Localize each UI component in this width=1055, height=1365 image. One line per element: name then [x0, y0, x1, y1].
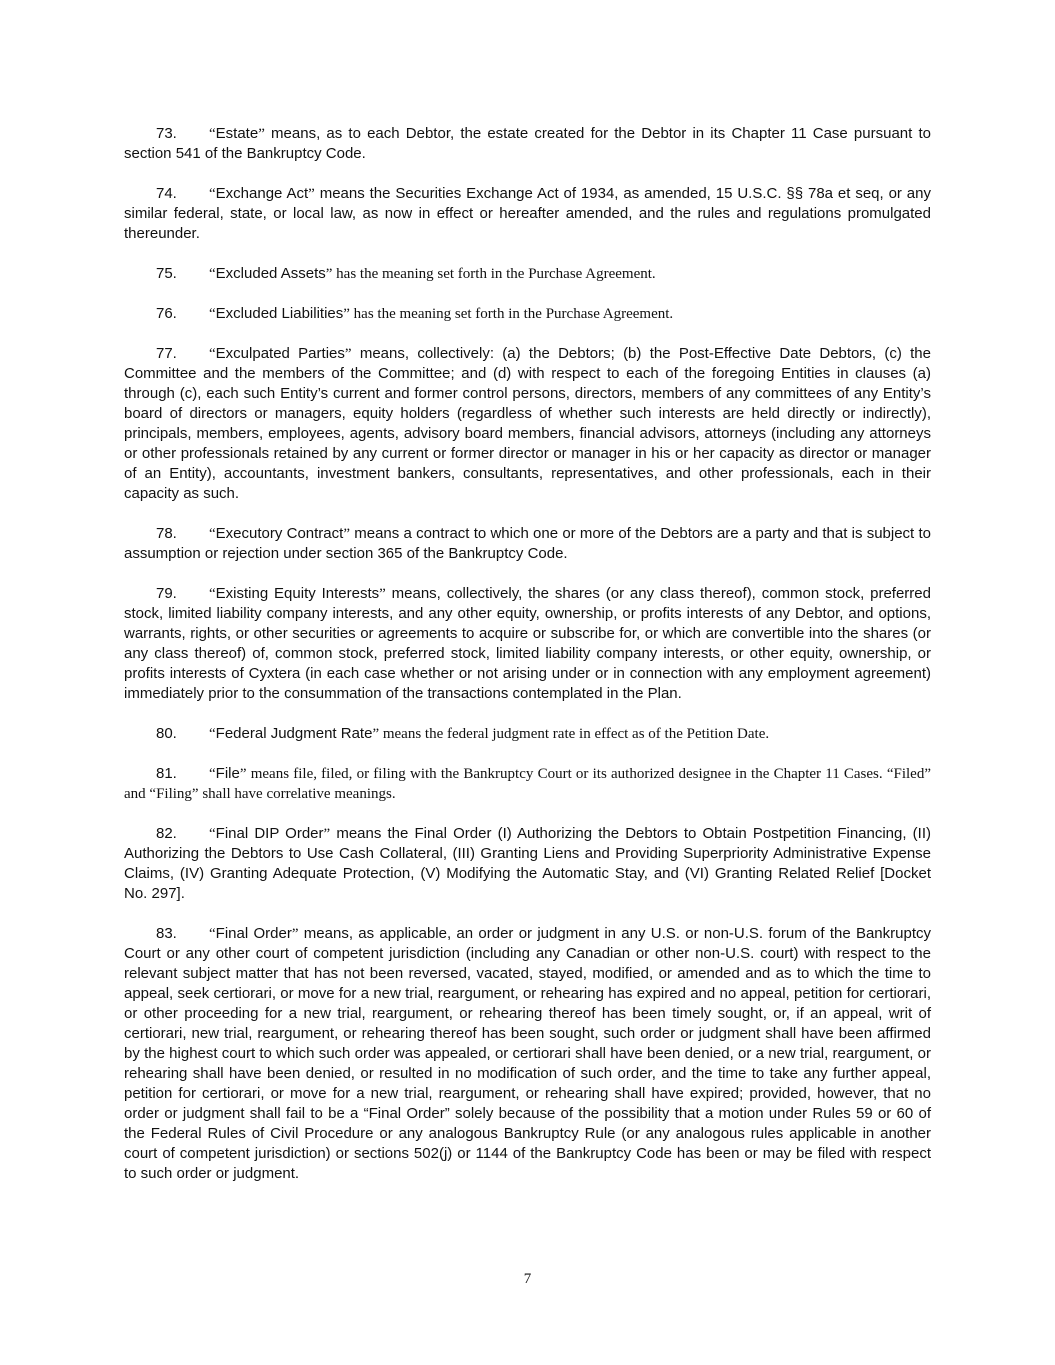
- defined-term: Excluded Assets: [215, 265, 326, 282]
- definition-81: 81. “File” means file, filed, or filing with the Bankruptcy Court or its authorized designee in the Chapter 11 Cases. “Filed” and “Filing” shall have correlative meanings.: [124, 765, 931, 802]
- definition-text: means the Final Order (I) Authorizing the Debtors to Obtain Postpetition Financing, (II) Authorizing the Debtors to Use Cash Collateral, (III) Granting Liens and Providing Superpriority Administrative Expense Claims, (IV) Granting Adequate Protection, (V) Modifying the Automatic Stay, and (VI) Granting Related Relief [Docket No. 297].: [124, 825, 931, 902]
- definition-text: means file, filed, or filing with the Bankruptcy Court or its authorized designee in the Chapter 11 Cases. “Filed” and “Filing” shall have correlative meanings.: [124, 766, 931, 802]
- definition-number: 80.: [156, 725, 177, 742]
- definition-text: has the meaning set forth in the Purchase Agreement.: [349, 306, 674, 322]
- definition-number: 75.: [156, 265, 177, 282]
- definition-number: 76.: [156, 305, 177, 322]
- definition-77: 77. “Exculpated Parties” means, collectively: (a) the Debtors; (b) the Post-Effective Date Debtors, (c) the Committee and the members of the Committee; and (d) with respect to each of the foregoing Entities in clauses (a) through (c), each such Entity’s current and former control persons, directors, members of any committees of any Entity’s board of directors or managers, equity holders (regardless of whether such interests are held directly or indirectly), principals, members, employees, agents, advisory board members, financial advisors, attorneys (including any attorneys or other professionals retained by any current or former director or manager in his or her capacity as director or manager of an Entity), accountants, investment bankers, consultants, representatives, and other professionals, each in their capacity as such.: [124, 345, 931, 502]
- definition-text: has the meaning set forth in the Purchase Agreement.: [332, 266, 656, 282]
- definition-80: 80. “Federal Judgment Rate” means the federal judgment rate in effect as of the Petition Date.: [156, 725, 770, 742]
- definition-78: 78. “Executory Contract” means a contract to which one or more of the Debtors are a party and that is subject to assumption or rejection under section 365 of the Bankruptcy Code.: [124, 525, 931, 562]
- defined-term: Exculpated Parties: [215, 345, 345, 362]
- defined-term: Final Order: [215, 925, 292, 942]
- definition-number: 77.: [156, 345, 177, 362]
- definition-text: means, as to each Debtor, the estate created for the Debtor in its Chapter 11 Case pursuant to section 541 of the Bankruptcy Code.: [124, 125, 931, 162]
- definition-number: 78.: [156, 525, 177, 542]
- definition-number: 74.: [156, 185, 177, 202]
- definition-number: 79.: [156, 585, 177, 602]
- page-number: 7: [523, 1271, 532, 1287]
- definition-76: 76. “Excluded Liabilities” has the meaning set forth in the Purchase Agreement.: [156, 305, 674, 322]
- definition-number: 81.: [156, 765, 177, 782]
- definition-text: means, as applicable, an order or judgment in any U.S. or non-U.S. forum of the Bankruptcy Court or any other court of competent jurisdiction (including any Canadian or other non-U.S. court) with respect to the relevant subject matter that has not been reversed, vacated, stayed, modified, or amended and as to which the time to appeal, seek certiorari, or move for a new trial, reargument, or rehearing has expired and no appeal, petition for certiorari, or other proceeding for a new trial, reargument, or rehearing thereof has been timely sought, or, if an appeal, writ of certiorari, new trial, reargument, or rehearing thereof has been sought, such order or judgment shall have been affirmed by the highest court to which such order was appealed, or certiorari shall have been denied, or a new trial, reargument, or rehearing shall have been denied, or resulted in no modification of such order, and the time to take any further appeal, petition for certiorari, or move for a new trial, reargument, or rehearing shall have expired; provided, however, that no order or judgment shall fail to be a “Final Order” solely because of the possibility that a motion under Rules 59 or 60 of the Federal Rules of Civil Procedure or any analogous Bankruptcy Rule (or any analogous rules applicable in another court of competent jurisdiction) or sections 502(j) or 1144 of the Bankruptcy Code has been or may be filed with respect to such order or judgment.: [124, 925, 931, 1182]
- definition-text: means, collectively, the shares (or any class thereof), common stock, preferred stock, limited liability company interests, and any other equity, ownership, or profits interests of any Debtor, and options, warrants, rights, or other securities or agreements to acquire or subscribe for, or which are convertible into the shares (or any class thereof) of, common stock, preferred stock, limited liability company interests, or other equity, ownership, or profits interests of Cyxtera (in each case whether or not arising under or in connection with any employment agreement) immediately prior to the consummation of the transactions contemplated in the Plan.: [124, 585, 931, 702]
- defined-term: Estate: [215, 125, 259, 142]
- defined-term: Exchange Act: [215, 185, 309, 202]
- definition-82: 82. “Final DIP Order” means the Final Order (I) Authorizing the Debtors to Obtain Postpetition Financing, (II) Authorizing the Debtors to Use Cash Collateral, (III) Granting Liens and Providing Superpriority Administrative Expense Claims, (IV) Granting Adequate Protection, (V) Modifying the Automatic Stay, and (VI) Granting Related Relief [Docket No. 297].: [124, 825, 931, 902]
- definition-83: 83. “Final Order” means, as applicable, an order or judgment in any U.S. or non-U.S. forum of the Bankruptcy Court or any other court of competent jurisdiction (including any Canadian or other non-U.S. court) with respect to the relevant subject matter that has not been reversed, vacated, stayed, modified, or amended and as to which the time to appeal, seek certiorari, or move for a new trial, reargument, or rehearing has expired and no appeal, petition for certiorari, or other proceeding for a new trial, reargument, or rehearing thereof has been timely sought, or, if an appeal, writ of certiorari, new trial, reargument, or rehearing thereof has been sought, such order or judgment shall have been affirmed by the highest court to which such order was appealed, or certiorari shall have been denied, or a new trial, reargument, or rehearing shall have been denied, or resulted in no modification of such order, and the time to take any further appeal, petition for certiorari, or move for a new trial, reargument, or rehearing shall have expired; provided, however, that no order or judgment shall fail to be a “Final Order” solely because of the possibility that a motion under Rules 59 or 60 of the Federal Rules of Civil Procedure or any analogous Bankruptcy Rule (or any analogous rules applicable in another court of competent jurisdiction) or sections 502(j) or 1144 of the Bankruptcy Code has been or may be filed with respect to such order or judgment.: [124, 925, 931, 1182]
- definition-75: 75. “Excluded Assets” has the meaning set forth in the Purchase Agreement.: [156, 265, 656, 282]
- defined-term: Existing Equity Interests: [215, 585, 380, 602]
- definition-74: 74. “Exchange Act” means the Securities Exchange Act of 1934, as amended, 15 U.S.C. §§ 78a et seq, or any similar federal, state, or local law, as now in effect or hereafter amended, and the rules and regulations promulgated thereunder.: [124, 185, 931, 242]
- definition-79: 79. “Existing Equity Interests” means, collectively, the shares (or any class thereof), common stock, preferred stock, limited liability company interests, and any other equity, ownership, or profits interests of any Debtor, and options, warrants, rights, or other securities or agreements to acquire or subscribe for, or which are convertible into the shares (or any class thereof) of, common stock, preferred stock, limited liability company interests, or other equity, ownership, or profits interests of Cyxtera (in each case whether or not arising under or in connection with any employment agreement) immediately prior to the consummation of the transactions contemplated in the Plan.: [124, 585, 931, 702]
- definition-text: means the Securities Exchange Act of 1934, as amended, 15 U.S.C. §§ 78a et seq, or any similar federal, state, or local law, as now in effect or hereafter amended, and the rules and regulations promulgated thereunder.: [124, 185, 931, 242]
- defined-term: Federal Judgment Rate: [215, 725, 373, 742]
- defined-term: Final DIP Order: [215, 825, 324, 842]
- definitions-list: [124, 124, 931, 1204]
- defined-term: File: [215, 765, 240, 782]
- defined-term: Executory Contract: [215, 525, 344, 542]
- definition-text: means the federal judgment rate in effect as of the Petition Date.: [379, 726, 770, 742]
- definition-text: means a contract to which one or more of the Debtors are a party and that is subject to assumption or rejection under section 365 of the Bankruptcy Code.: [124, 525, 931, 562]
- definition-number: 83.: [156, 925, 177, 942]
- defined-term: Excluded Liabilities: [215, 305, 344, 322]
- definition-73: 73. “Estate” means, as to each Debtor, the estate created for the Debtor in its Chapter 11 Case pursuant to section 541 of the Bankruptcy Code.: [124, 125, 931, 162]
- definition-number: 82.: [156, 825, 177, 842]
- definition-text: means, collectively: (a) the Debtors; (b) the Post-Effective Date Debtors, (c) the Committee and the members of the Committee; and (d) with respect to each of the foregoing Entities in clauses (a) through (c), each such Entity’s current and former control persons, directors, members of any committees of any Entity’s board of directors or managers, equity holders (regardless of whether such interests are held directly or indirectly), principals, members, employees, agents, advisory board members, financial advisors, attorneys (including any attorneys or other professionals retained by any current or former director or manager in his or her capacity as director or manager of an Entity), accountants, investment bankers, consultants, representatives, and other professionals, each in their capacity as such.: [124, 345, 931, 502]
- definition-number: 73.: [156, 125, 177, 142]
